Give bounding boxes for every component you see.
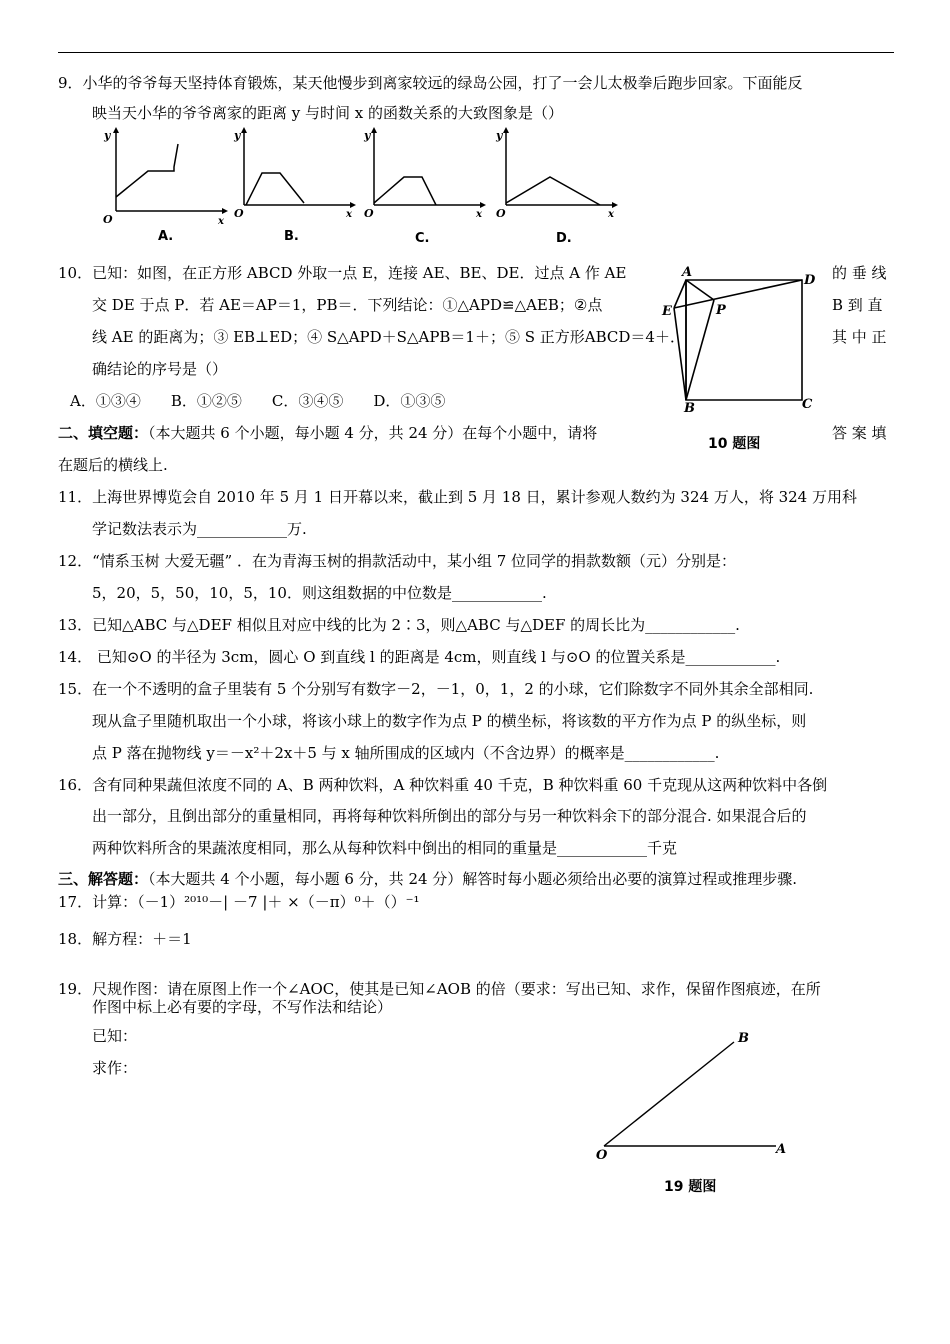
section2-line1-right: 答 案 填 bbox=[832, 424, 887, 442]
q15-line2: 现从盒子里随机取出一个小球，将该小球上的数字作为点 P 的横坐标，将该数的平方作为点 P 的纵坐标，则 bbox=[92, 712, 807, 730]
q16-line1: 16．含有同种果蔬但浓度不同的 A、B 两种饮料，A 种饮料重 40 千克，B 种饮料重 60 千克现从这两种饮料中各倒 bbox=[58, 776, 828, 794]
q10-point-d: D bbox=[804, 273, 816, 288]
q10-options: A．①③④ B．①②⑤ C．③④⑤ D．①③⑤ bbox=[70, 392, 446, 410]
q9-graph-b-x: x bbox=[346, 209, 352, 220]
q9-label-b: B. bbox=[284, 229, 299, 244]
q9-graph-d bbox=[494, 125, 624, 225]
section2-title: 二、填空题： bbox=[58, 424, 149, 442]
q9-graph-c-x: x bbox=[476, 209, 482, 220]
q10-line1-right: 的 垂 线 bbox=[832, 264, 887, 282]
q15-line3: 点 P 落在抛物线 y＝－x²＋2x＋5 与 x 轴所围成的区域内（不含边界）的概率是____________. bbox=[92, 744, 720, 762]
q16-line3: 两种饮料所含的果蔬浓度相同，那么从每种饮料中倒出的相同的重量是____________千克 bbox=[92, 839, 678, 857]
q9-graph-d-x: x bbox=[608, 209, 614, 220]
q9-graph-b-y: y bbox=[234, 129, 241, 142]
q13-line1: 13．已知△ABC 与△DEF 相似且对应中线的比为 2∶3，则△ABC 与△DEF 的周长比为____________. bbox=[58, 616, 740, 634]
q10-point-a: A bbox=[682, 265, 693, 280]
q10-point-c: C bbox=[802, 397, 813, 412]
q12-line2: 5，20，5，50，10，5，10．则这组数据的中位数是____________. bbox=[92, 584, 547, 602]
q9-line2: 映当天小华的爷爷离家的距离 y 与时间 x 的函数关系的大致图象是（） bbox=[92, 104, 564, 122]
q10-line2-right: B 到 直 bbox=[832, 296, 883, 314]
q10-point-p: P bbox=[716, 303, 726, 318]
q9-graph-a bbox=[100, 125, 230, 225]
q9-graph-a-y: y bbox=[104, 129, 111, 142]
q11-line2: 学记数法表示为____________万. bbox=[92, 520, 307, 538]
q19-line2: 作图中标上必有要的字母，不写作法和结论） bbox=[92, 998, 393, 1016]
q9-line1: 9．小华的爷爷每天坚持体育锻炼，某天他慢步到离家较远的绿岛公园，打了一会儿太极拳后跑步回家。下面能反 bbox=[58, 74, 803, 92]
q9-graph-a-o: O bbox=[103, 213, 113, 226]
q10-line4: 确结论的序号是（） bbox=[92, 360, 228, 378]
q19-line1: 19．尺规作图：请在原图上作一个∠AOC，使其是已知∠AOB 的倍（要求：写出已知、求作，保留作图痕迹，在所 bbox=[58, 980, 821, 998]
section3-title: 三、解答题： bbox=[58, 870, 149, 888]
q19-point-a: A bbox=[776, 1142, 787, 1157]
q10-line1: 10．已知：如图，在正方形 ABCD 外取一点 E，连接 AE、BE、DE．过点 A 作 AE bbox=[58, 264, 627, 282]
header-rule bbox=[58, 52, 894, 53]
q11-line1: 11．上海世界博览会自 2010 年 5 月 1 日开幕以来，截止到 5 月 18 日，累计参观人数约为 324 万人，将 324 万用科 bbox=[58, 488, 857, 506]
q19-point-b: B bbox=[738, 1031, 749, 1046]
q12-line1: 12．“情系玉树 大爱无疆” ．在为青海玉树的捐款活动中，某小组 7 位同学的捐款数额（元）分别是： bbox=[58, 552, 737, 570]
q9-graph-b-o: O bbox=[234, 207, 244, 220]
q9-graph-b bbox=[232, 125, 362, 225]
q9-graph-c bbox=[362, 125, 492, 225]
section2-heading bbox=[58, 423, 597, 443]
q10-point-e: E bbox=[662, 304, 672, 319]
q16-line2: 出一部分，且倒出部分的重量相同，再将每种饮料所倒出的部分与另一种饮料余下的部分混合. 如果混合后的 bbox=[92, 807, 807, 825]
q10-figure bbox=[658, 262, 828, 452]
q10-line3: 线 AE 的距离为；③ EB⊥ED；④ S△APD＋S△APB＝1＋；⑤ S 正方形ABCD＝4＋． bbox=[92, 328, 685, 346]
q15-line1: 15．在一个不透明的盒子里装有 5 个分别写有数字－2，－1，0，1，2 的小球，它们除数字不同外其余全部相同. bbox=[58, 680, 814, 698]
q9-graph-d-y: y bbox=[496, 129, 503, 142]
q10-caption: 10 题图 bbox=[708, 436, 761, 452]
q9-label-d: D. bbox=[556, 231, 572, 246]
q9-label-c: C. bbox=[415, 231, 430, 246]
section3-heading bbox=[58, 869, 797, 889]
q19-figure bbox=[592, 1026, 802, 1166]
q9-graph-a-x: x bbox=[218, 216, 224, 227]
q9-graph-d-o: O bbox=[496, 207, 506, 220]
q19-caption: 19 题图 bbox=[664, 1179, 717, 1195]
q17-line1: 17．计算：（－1）²⁰¹⁰－| －7 |＋ ×（－π）⁰＋（）⁻¹ bbox=[58, 893, 420, 911]
q9-label-a: A. bbox=[158, 229, 174, 244]
q9-graph-c-y: y bbox=[364, 129, 371, 142]
section2-desc: （本大题共 6 个小题，每小题 4 分，共 24 分）在每个小题中，请将 bbox=[148, 424, 598, 442]
q10-line2: 交 DE 于点 P．若 AE＝AP＝1，PB＝．下列结论：①△APD≌△AEB；②点 bbox=[92, 296, 603, 314]
q10-point-b: B bbox=[684, 401, 695, 416]
section2-line2: 在题后的横线上. bbox=[58, 456, 168, 474]
q9-graph-c-o: O bbox=[364, 207, 374, 220]
q18-line1: 18．解方程：＋＝1 bbox=[58, 930, 192, 948]
q19-find: 求作： bbox=[92, 1059, 138, 1077]
q19-point-o: O bbox=[596, 1148, 608, 1163]
q19-known: 已知： bbox=[92, 1027, 138, 1045]
q10-line3-right: 其 中 正 bbox=[832, 328, 887, 346]
section3-desc: （本大题共 4 个小题，每小题 6 分，共 24 分）解答时每小题必须给出必要的演算过程或推理步骤. bbox=[148, 870, 798, 888]
q14-line1: 14． 已知⊙O 的半径为 3cm，圆心 O 到直线 l 的距离是 4cm，则直线 l 与⊙O 的位置关系是____________. bbox=[58, 648, 781, 666]
